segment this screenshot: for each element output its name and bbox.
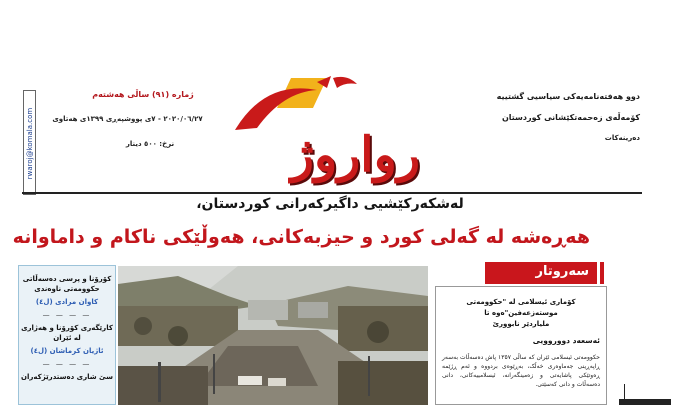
editorial-banner [485, 262, 597, 284]
sidebar-item-title: کۆرۆنا و پرسی دەسەڵاتی حکوومەتی ناوەندی [22, 275, 112, 293]
masthead-divider [22, 192, 642, 194]
editorial-banner-accent [600, 262, 604, 284]
sidebar-contents [18, 265, 116, 405]
contact-email[interactable]: rwaroj@komala.com [26, 107, 34, 180]
issue-number: ژمارە (٩١) ساڵی هەشتەم [92, 90, 194, 99]
issue-price: نرخ: ٥٠٠ دینار [125, 140, 175, 148]
editorial-title: کۆماری ئیسلامی لە "حکوومەتی موستەزعەفین"ەوە تا [466, 298, 576, 317]
sidebar-item[interactable] [19, 372, 115, 382]
subheadline[interactable]: لەشکەرکێشیی داگیرکەرانی کوردستان، [196, 196, 464, 212]
fold-bar [619, 399, 671, 405]
sidebar-item-title: کارێگەری کۆرۆنا و هەژاری لە ئێران [21, 324, 113, 342]
sidebar-item-author: ئاژیان کرماشان (ل٤) [30, 347, 104, 355]
editorial-body: حکوومەتی ئیسلامی ئێران کە ساڵی ١٣٥٧ پاش دەسەڵات بەسەر ڕاپەڕینی جەماوەری خەڵک، بەڕێوەی بردووە و ئەم ڕژێمە ڕەوتێکی پاشایەتی و زەمینگەرانە، ئیسلامییەکانی، دانی دەسەڵات و دانی کەسێتی. [442, 354, 600, 388]
issue-date: ٢٠٢٠/٠٦/٢٧ - ٧ی پووشپەڕی ١٣٩٩ی هەتاوی [52, 115, 203, 123]
sidebar-item-author: کاوان مرادی (ل٤) [35, 298, 99, 306]
crowd-photo-image [118, 266, 428, 405]
lead-photo[interactable] [118, 266, 428, 405]
logo-wordmark: رواروژ [290, 127, 420, 183]
publisher-description: دوو هەفتەنامەیەکی سیاسیی گشتییە [496, 92, 640, 101]
editorial-author: ئەسعەد دووروویی [532, 336, 600, 345]
publisher-note: دەرینەکات [604, 134, 640, 142]
sidebar-item-title: سێ شاری دەستدرێژکەران [20, 373, 114, 381]
main-headline[interactable]: هەڕەشە لە گەلی کورد و حیزبەکانی، هەوڵێکی ناکام و داماوانە [12, 226, 590, 248]
publisher-organization: کۆمەڵەی زەحمەتکێشانی کوردستان [501, 113, 640, 122]
sidebar-item[interactable] [19, 323, 115, 356]
editorial-label: سەروتار [535, 264, 589, 279]
email-box [23, 90, 36, 195]
sidebar-separator: — — — — [42, 311, 92, 319]
editorial-column[interactable] [435, 286, 607, 405]
sidebar-item[interactable] [19, 274, 115, 307]
newspaper-logo [205, 72, 430, 184]
editorial-title-continued: ملیاردێر نابوورێ [492, 320, 550, 328]
sidebar-separator: — — — — [42, 360, 92, 368]
